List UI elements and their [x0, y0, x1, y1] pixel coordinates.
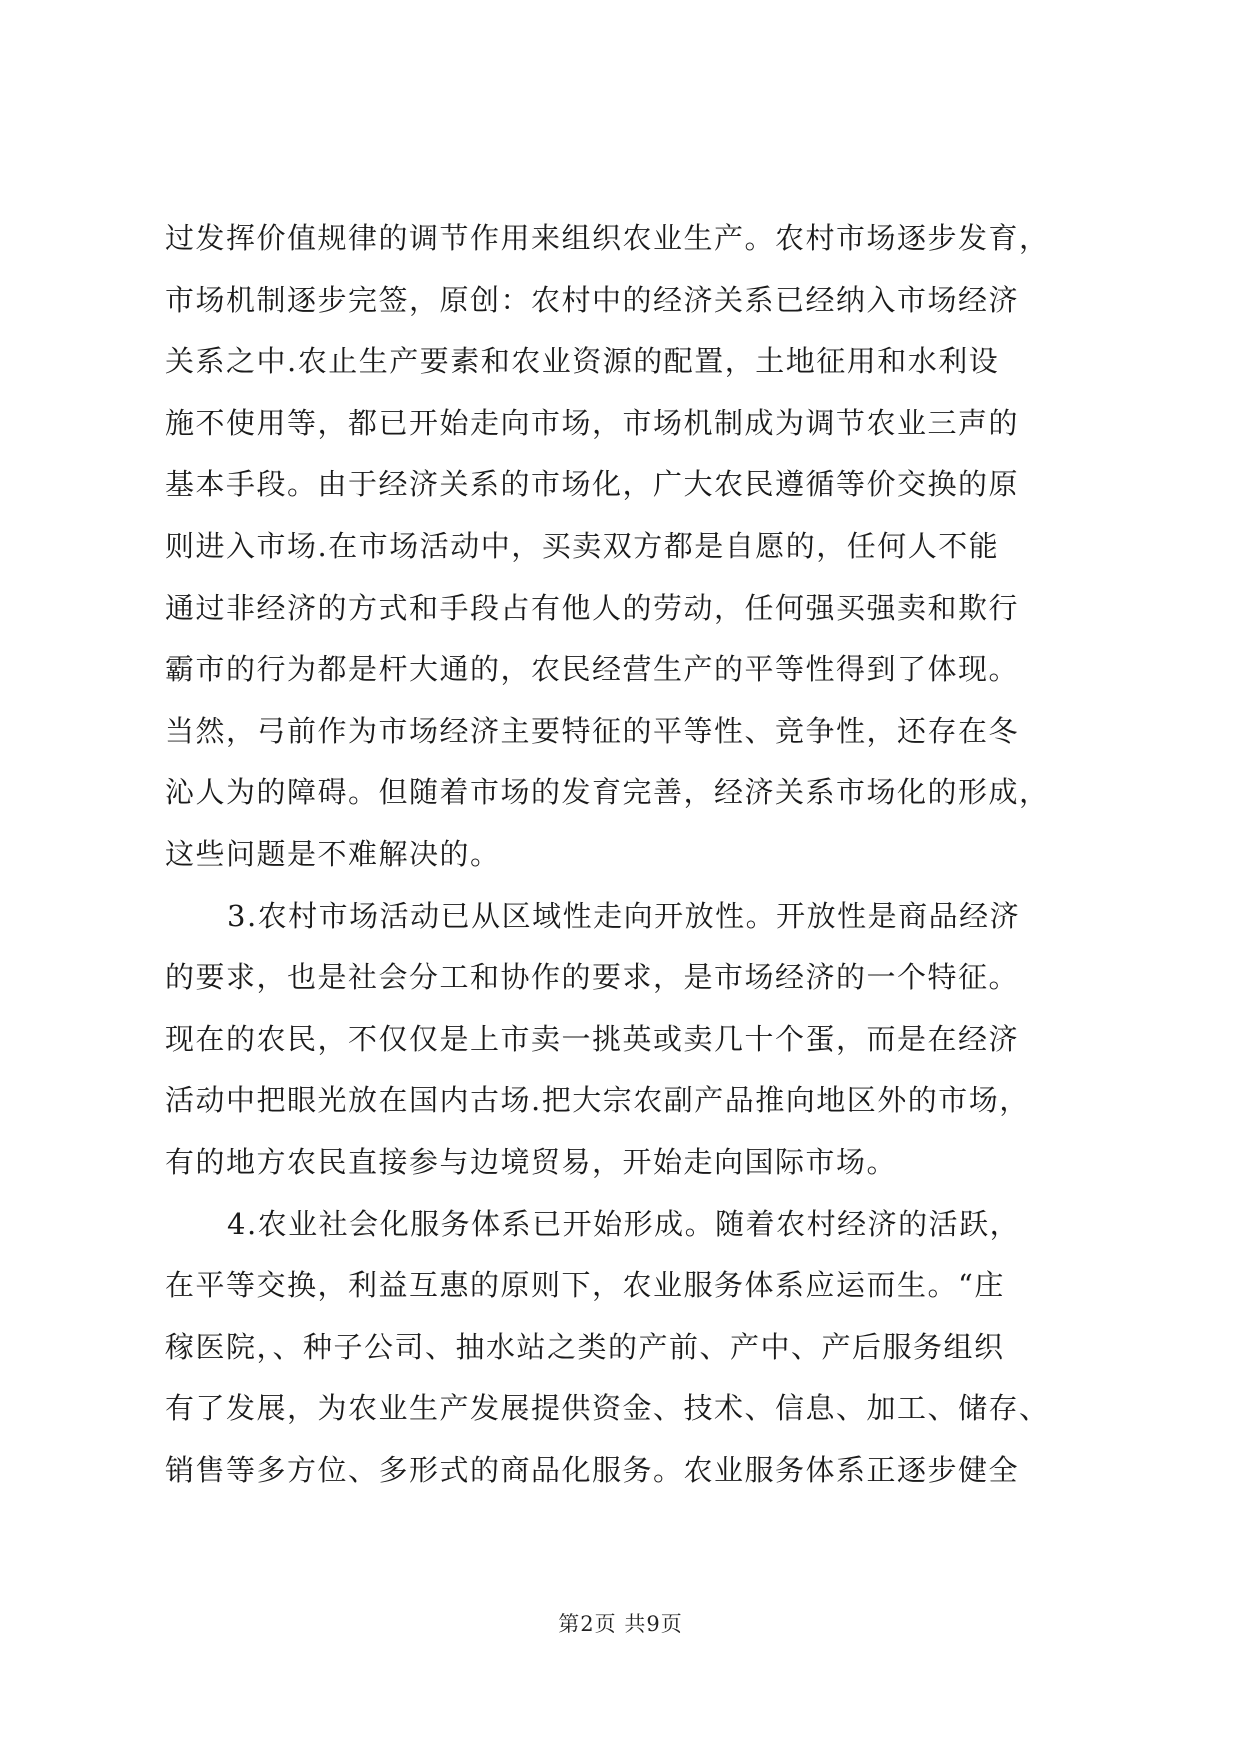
text-line: 这些问题是不难解决的。: [165, 836, 501, 871]
text-line: 霸市的行为都是杆大通的，农民经营生产的平等性得到了体现。: [165, 652, 1020, 687]
body-text: [165, 208, 1105, 1501]
text-line: 在平等交换，利益互惠的原则下，农业服务体系应运而生。“庄: [165, 1268, 1005, 1303]
text-line: 销售等多方位、多形式的商品化服务。农业服务体系正逐步健全: [165, 1452, 1020, 1487]
text-line: 过发挥价值规律的调节作用来组织农业生产。农村市场逐步发育，: [165, 221, 1050, 255]
text-line: 有了发展，为农业生产发展提供资金、技术、信息、加工、储存、: [165, 1391, 1050, 1426]
text-line: 3.农村市场活动已从区域性走向开放性。开放性是商品经济: [227, 898, 1021, 933]
text-line: 活动中把眼光放在国内古场.把大宗农副产品推向地区外的市场，: [165, 1083, 1030, 1118]
text-line: 施不使用等，都已开始走向市场，市场机制成为调节农业三声的: [165, 405, 1020, 440]
text-line: 关系之中.农止生产要素和农业资源的配置，土地征用和水利设: [165, 344, 1000, 379]
text-line: 现在的农民，不仅仅是上市卖一挑英或卖几十个蛋，而是在经济: [165, 1021, 1020, 1056]
text-line: 通过非经济的方式和手段占有他人的劳动，任何强买强卖和欺行: [165, 590, 1020, 625]
text-line: 当然，弓前作为市场经济主要特征的平等性、竞争性，还存在冬: [165, 713, 1020, 748]
text-line: 稼医院，、种子公司、抽水站之类的产前、产中、产后服务组织: [165, 1329, 1005, 1364]
page-footer: 第2页 共9页: [558, 1612, 683, 1636]
text-line: 基本手段。由于经济关系的市场化，广大农民遵循等价交换的原: [165, 467, 1020, 502]
text-line: 4.农业社会化服务体系已开始形成。随着农村经济的活跃，: [227, 1206, 1021, 1241]
text-line: 市场机制逐步完签，原创：农村中的经济关系已经纳入市场经济: [165, 282, 1020, 317]
text-line: 有的地方农民直接参与边境贸易，开始走向国际市场。: [165, 1144, 898, 1179]
text-line: 则进入市场.在市场活动中，买卖双方都是自愿的，任何人不能: [165, 528, 1000, 563]
text-line: 沁人为的障碍。但随着市场的发育完善，经济关系市场化的形成，: [165, 775, 1050, 810]
text-line: 的要求，也是社会分工和协作的要求，是市场经济的一个特征。: [165, 960, 1020, 995]
